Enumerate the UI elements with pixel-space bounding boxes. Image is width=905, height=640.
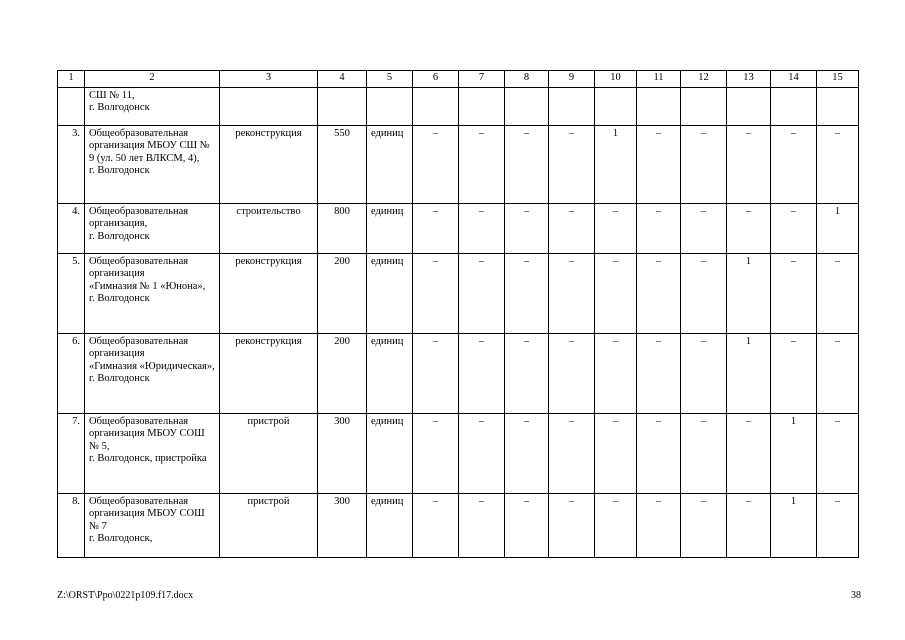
footer-file-path: Z:\ORST\Ppo\0221p109.f17.docx	[57, 590, 194, 601]
cell-capacity: 200	[318, 253, 367, 333]
header-cell: 12	[681, 71, 727, 88]
cell-col-8: –	[505, 493, 549, 557]
cell-col-13: –	[727, 413, 771, 493]
cell-col-7: –	[459, 413, 505, 493]
cell-capacity	[318, 87, 367, 125]
cell-col-10: –	[595, 413, 637, 493]
cell-unit: единиц	[367, 493, 413, 557]
table-row	[58, 125, 859, 203]
cell-row-number: 8.	[58, 493, 85, 557]
cell-col-9: –	[549, 125, 595, 203]
cell-col-11	[637, 87, 681, 125]
cell-institution-name: Общеобразовательная организация МБОУ СОШ № 5, г. Волгодонск, пристройка	[85, 413, 220, 493]
cell-row-number: 6.	[58, 333, 85, 413]
cell-capacity: 800	[318, 203, 367, 253]
cell-col-9: –	[549, 203, 595, 253]
cell-col-8: –	[505, 203, 549, 253]
cell-row-number	[58, 87, 85, 125]
cell-col-6: –	[413, 203, 459, 253]
cell-col-15: –	[817, 125, 859, 203]
cell-work-type: реконструкция	[220, 125, 318, 203]
cell-col-7	[459, 87, 505, 125]
cell-row-number: 3.	[58, 125, 85, 203]
cell-row-number: 4.	[58, 203, 85, 253]
cell-col-13: –	[727, 125, 771, 203]
cell-unit: единиц	[367, 333, 413, 413]
table-row	[58, 413, 859, 493]
header-cell: 10	[595, 71, 637, 88]
cell-col-10: –	[595, 203, 637, 253]
header-cell: 1	[58, 71, 85, 88]
header-cell: 11	[637, 71, 681, 88]
cell-capacity: 200	[318, 333, 367, 413]
cell-col-15: 1	[817, 203, 859, 253]
cell-institution-name: Общеобразовательная организация МБОУ СШ № 9 (ул. 50 лет ВЛКСМ, 4), г. Волгодонск	[85, 125, 220, 203]
cell-col-14: –	[771, 253, 817, 333]
cell-col-9: –	[549, 493, 595, 557]
cell-col-7: –	[459, 125, 505, 203]
data-table	[57, 70, 859, 558]
header-cell: 8	[505, 71, 549, 88]
cell-col-9: –	[549, 333, 595, 413]
cell-col-12: –	[681, 413, 727, 493]
cell-col-14: –	[771, 203, 817, 253]
cell-col-13: 1	[727, 333, 771, 413]
header-cell: 3	[220, 71, 318, 88]
cell-col-11: –	[637, 413, 681, 493]
cell-col-11: –	[637, 493, 681, 557]
cell-institution-name: Общеобразовательная организация, г. Волгодонск	[85, 203, 220, 253]
cell-unit: единиц	[367, 203, 413, 253]
cell-col-14: –	[771, 333, 817, 413]
cell-col-6: –	[413, 413, 459, 493]
cell-col-10	[595, 87, 637, 125]
cell-work-type	[220, 87, 318, 125]
cell-unit: единиц	[367, 125, 413, 203]
cell-col-8: –	[505, 125, 549, 203]
cell-col-6	[413, 87, 459, 125]
cell-col-12: –	[681, 203, 727, 253]
table-row	[58, 333, 859, 413]
cell-col-14	[771, 87, 817, 125]
header-cell: 9	[549, 71, 595, 88]
cell-col-12: –	[681, 125, 727, 203]
cell-col-12: –	[681, 493, 727, 557]
header-cell: 4	[318, 71, 367, 88]
cell-col-14: –	[771, 125, 817, 203]
cell-col-14: 1	[771, 413, 817, 493]
table-row	[58, 493, 859, 557]
cell-unit: единиц	[367, 253, 413, 333]
cell-col-7: –	[459, 493, 505, 557]
table-row	[58, 87, 859, 125]
cell-col-13: –	[727, 203, 771, 253]
cell-col-8: –	[505, 253, 549, 333]
cell-col-7: –	[459, 333, 505, 413]
cell-capacity: 550	[318, 125, 367, 203]
cell-col-9	[549, 87, 595, 125]
cell-col-10: –	[595, 333, 637, 413]
cell-col-6: –	[413, 333, 459, 413]
cell-institution-name: Общеобразовательная организация «Гимназия «Юридическая», г. Волгодонск	[85, 333, 220, 413]
page-number: 38	[851, 590, 861, 601]
cell-col-12	[681, 87, 727, 125]
cell-col-7: –	[459, 253, 505, 333]
header-cell: 13	[727, 71, 771, 88]
cell-capacity: 300	[318, 413, 367, 493]
cell-col-15: –	[817, 253, 859, 333]
cell-col-11: –	[637, 253, 681, 333]
cell-col-12: –	[681, 333, 727, 413]
cell-col-15: –	[817, 493, 859, 557]
cell-row-number: 5.	[58, 253, 85, 333]
cell-col-11: –	[637, 333, 681, 413]
cell-col-8: –	[505, 413, 549, 493]
cell-col-6: –	[413, 253, 459, 333]
table-row	[58, 203, 859, 253]
cell-col-13	[727, 87, 771, 125]
table-row	[58, 253, 859, 333]
cell-row-number: 7.	[58, 413, 85, 493]
cell-col-14: 1	[771, 493, 817, 557]
header-cell: 2	[85, 71, 220, 88]
cell-col-12: –	[681, 253, 727, 333]
cell-col-6: –	[413, 493, 459, 557]
header-cell: 5	[367, 71, 413, 88]
cell-col-11: –	[637, 203, 681, 253]
cell-work-type: реконструкция	[220, 253, 318, 333]
cell-col-15: –	[817, 413, 859, 493]
cell-capacity: 300	[318, 493, 367, 557]
table-header-row	[58, 71, 859, 88]
cell-unit	[367, 87, 413, 125]
cell-col-6: –	[413, 125, 459, 203]
cell-col-10: 1	[595, 125, 637, 203]
header-cell: 6	[413, 71, 459, 88]
cell-institution-name: Общеобразовательная организация «Гимназия № 1 «Юнона», г. Волгодонск	[85, 253, 220, 333]
cell-col-15: –	[817, 333, 859, 413]
cell-col-9: –	[549, 253, 595, 333]
cell-col-11: –	[637, 125, 681, 203]
cell-work-type: пристрой	[220, 493, 318, 557]
cell-institution-name: СШ № 11, г. Волгодонск	[85, 87, 220, 125]
header-cell: 7	[459, 71, 505, 88]
header-cell: 15	[817, 71, 859, 88]
cell-col-8: –	[505, 333, 549, 413]
cell-col-8	[505, 87, 549, 125]
cell-col-13: 1	[727, 253, 771, 333]
cell-col-7: –	[459, 203, 505, 253]
cell-work-type: реконструкция	[220, 333, 318, 413]
cell-col-9: –	[549, 413, 595, 493]
cell-col-10: –	[595, 493, 637, 557]
cell-work-type: строительство	[220, 203, 318, 253]
cell-unit: единиц	[367, 413, 413, 493]
header-cell: 14	[771, 71, 817, 88]
cell-institution-name: Общеобразовательная организация МБОУ СОШ № 7 г. Волгодонск,	[85, 493, 220, 557]
cell-work-type: пристрой	[220, 413, 318, 493]
cell-col-10: –	[595, 253, 637, 333]
cell-col-15	[817, 87, 859, 125]
cell-col-13: –	[727, 493, 771, 557]
